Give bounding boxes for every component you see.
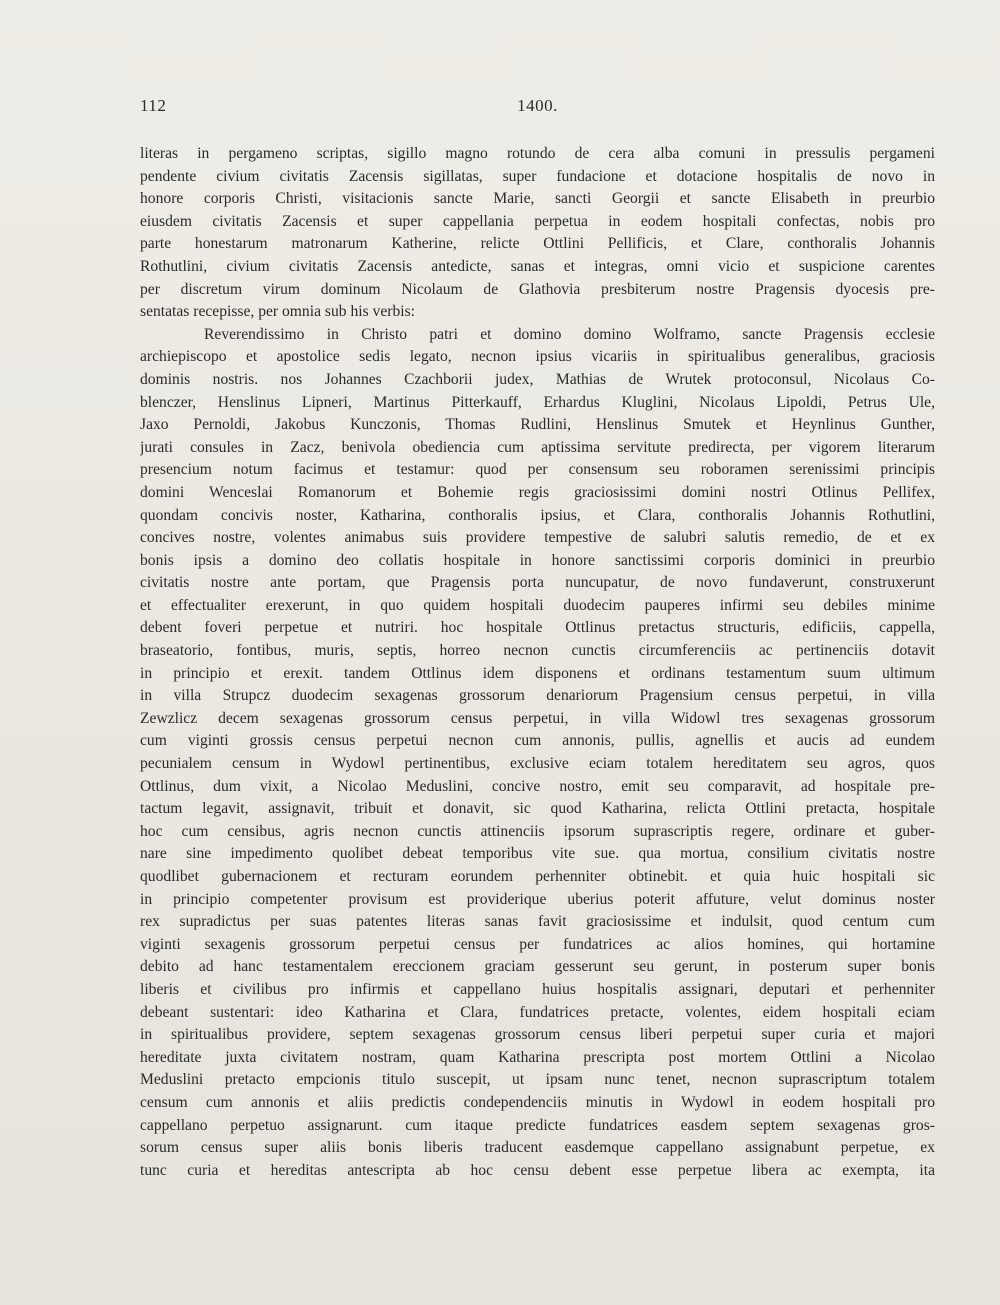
text-line: archiepiscopo et apostolice sedis legato, necnon ipsius vicariis in spiritualibus generalibus, graciosis	[140, 348, 935, 366]
text-line: Meduslini pretacto empcionis titulo suscepit, ut ipsam nunc tenet, necnon suprascriptum totalem	[140, 1071, 935, 1089]
text-line: tactum legavit, assignavit, tribuit et donavit, sic quod Katharina, relicta Ottlini pretacta, hospitale	[140, 800, 935, 818]
text-line: nare sine impedimento quolibet debeat temporibus vite sue. qua mortua, consilium civitatis nostre	[140, 845, 935, 863]
text-line: liberis et civilibus pro infirmis et cappellano huius hospitalis assignari, deputari et perhenniter	[140, 980, 935, 998]
text-line: pecunialem censum in Wydowl pertinentibus, exclusive eciam totalem hereditatem seu agros, quos	[140, 755, 935, 773]
text-line: debito ad hanc testamentalem ereccionem graciam gesserunt seu gerunt, in posterum super bonis	[140, 958, 935, 976]
text-line: braseatorio, fontibus, muris, septis, horreo necnon cunctis circumferenciis ac pertinenciis dotavit	[140, 642, 935, 660]
body-text	[140, 143, 935, 1182]
text-line: pendente civium civitatis Zacensis sigillatas, super fundacione et dotacione hospitalis de novo in	[140, 167, 935, 185]
text-line: viginti sexagenis grossorum perpetui census per fundatrices ac alios homines, qui hortamine	[140, 935, 935, 953]
text-line: parte honestarum matronarum Katherine, relicte Ottlini Pellificis, et Clare, conthoralis Johannis	[140, 235, 935, 253]
page-header	[140, 96, 935, 120]
text-line: concives nostre, volentes animabus suis providere tempestive de salubri salutis remedio, de et ex	[140, 529, 935, 547]
text-line: jurati consules in Zacz, benivola obediencia cum aptissima servitute predirecta, per vigorem literarum	[140, 438, 935, 456]
page-number: 112	[140, 96, 167, 115]
page-year-heading: 1400.	[517, 96, 558, 115]
text-line: cum viginti grossis census perpetui necnon cum annonis, pullis, agnellis et aucis ad eundem	[140, 732, 935, 750]
text-line: blenczer, Henslinus Lipneri, Martinus Pitterkauff, Erhardus Kluglini, Nicolaus Lipoldi, Petrus Ule,	[140, 393, 935, 411]
text-line: hoc cum censibus, agris necnon cunctis attinenciis ipsorum suprascriptis regere, ordinare et guber-	[140, 822, 935, 840]
text-line: debent foveri perpetue et nutriri. hoc hospitale Ottlinus pretactus structuris, edificiis, cappella,	[140, 619, 935, 637]
text-line: bonis ipsis a domino deo collatis hospitale in honore sanctissimi corporis dominici in preurbio	[140, 551, 935, 569]
text-line: Ottlinus, dum vixit, a Nicolao Meduslini, concive nostro, emit seu comparavit, ad hospitale pre-	[140, 777, 935, 795]
text-line: tunc curia et hereditas antescripta ab hoc censu debent esse perpetue libera ac exempta, ita	[140, 1161, 935, 1179]
text-line: quodlibet gubernacionem et recturam eorundem perhenniter obtinebit. et quia huic hospitali sic	[140, 868, 935, 885]
text-line: Jaxo Pernoldi, Jakobus Kunczonis, Thomas Rudlini, Henslinus Smutek et Heynlinus Gunther,	[140, 416, 935, 434]
text-line: hereditate juxta civitatem nostram, quam Katharina prescripta post mortem Ottlini a Nicolao	[140, 1048, 935, 1066]
text-line: sentatas recepisse, per omnia sub his verbis:	[140, 303, 415, 321]
text-line: et effectualiter erexerunt, in quo quidem hospitali duodecim pauperes infirmi seu debiles minime	[140, 596, 935, 614]
text-line: civitatis nostre ante portam, que Pragensis porta nuncupatur, de novo fundaverunt, construxerunt	[140, 574, 935, 592]
text-line: in villa Strupcz duodecim sexagenas grossorum denariorum Pragensium census perpetui, in villa	[140, 687, 935, 705]
text-line: debeant sustentari: ideo Katharina et Clara, fundatrices pretacte, volentes, eidem hospitali eciam	[140, 1003, 935, 1021]
text-line: censum cum annonis et aliis predictis condependenciis minutis in Wydowl in eodem hospitali pro	[140, 1093, 935, 1111]
text-line: cappellano perpetuo assignarunt. cum itaque predicte fundatrices easdem septem sexagenas gros-	[140, 1116, 935, 1134]
text-line: sorum census super aliis bonis liberis traducent easdemque cappellano assignabunt perpetue, ex	[140, 1139, 935, 1157]
text-line: domini Wenceslai Romanorum et Bohemie regis graciosissimi domini nostri Otlinus Pellifex,	[140, 483, 935, 501]
text-line: presencium notum facimus et testamur: quod per consensum seu roboramen serenissimi principis	[140, 461, 935, 479]
text-line: Zewzlicz decem sexagenas grossorum census perpetui, in villa Widowl tres sexagenas grossorum	[140, 709, 935, 727]
text-line: per discretum virum dominum Nicolaum de Glathovia presbiterum nostre Pragensis dyocesis pre-	[140, 280, 935, 298]
text-line: rex supradictus per suas patentes literas sanas favit graciosissime et indulsit, quod centum cum	[140, 913, 935, 931]
text-line: honore corporis Christi, visitacionis sancte Marie, sancti Georgii et sancte Elisabeth in preurbio	[140, 190, 935, 208]
text-line: Rothutlini, civium civitatis Zacensis antedicte, sanas et integras, omni vicio et suspicione carentes	[140, 257, 935, 275]
text-line: in principio competenter provisum est providerique uberius poterit affuture, velut dominus noster	[140, 890, 935, 908]
text-line: Reverendissimo in Christo patri et domino domino Wolframo, sancte Pragensis ecclesie	[204, 325, 935, 343]
text-line: in principio et erexit. tandem Ottlinus idem disponens et ordinans testamentum suum ultimum	[140, 664, 935, 682]
text-line: eiusdem civitatis Zacensis et super cappellania perpetua in eodem hospitali confectas, nobis pro	[140, 212, 935, 230]
text-line: quondam concivis noster, Katharina, conthoralis ipsius, et Clara, conthoralis Johannis Rothutlini,	[140, 506, 935, 524]
text-line: literas in pergameno scriptas, sigillo magno rotundo de cera alba comuni in pressulis pergameni	[140, 145, 935, 162]
text-line: dominis nostris. nos Johannes Czachborii judex, Mathias de Wrutek protoconsul, Nicolaus Co-	[140, 370, 935, 388]
text-line: in spiritualibus providere, septem sexagenas grossorum census liberi perpetui super curia et majori	[140, 1026, 935, 1044]
